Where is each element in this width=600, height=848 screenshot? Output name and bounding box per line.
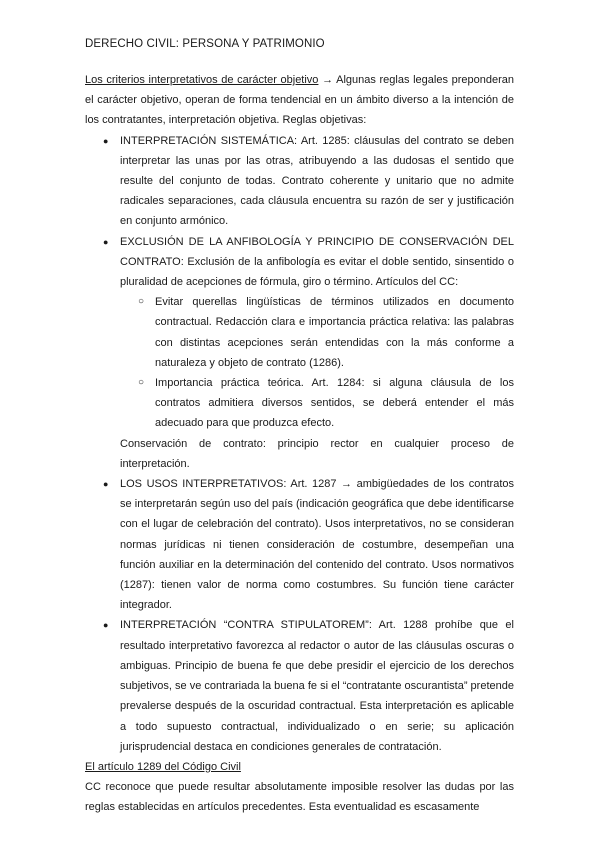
intro-text: → Algunas reglas legales preponderan el carácter objetivo, operan de forma tendencial en un ámbito diverso a la intención de los contratantes, interpretación objetiva. Reglas objetivas: [85,74,514,127]
bullet-icon: ● [103,620,109,631]
sub-list-item-text: Evitar querellas lingüísticas de términos utilizados en documento contractual. Redacción clara e importancia práctica relativa: las palabras con distintas acepciones serán entendidas con la más conforme a naturaleza y objeto de contrato (1286). [155,296,514,369]
list-item-text: EXCLUSIÓN DE LA ANFIBOLOGÍA Y PRINCIPIO DE CONSERVACIÓN DEL CONTRATO: Exclusión de la anfibología es evitar el doble sentido, sinsentido o pluralidad de acepciones de fórmula, giro o término. Artículos del CC: [120,235,514,289]
bullet-icon: ● [103,479,109,490]
list-item-text: LOS USOS INTERPRETATIVOS: Art. 1287 → ambigüedades de los contratos se interpretarán según uso del país (indicación geográfica que debe identificarse con el lugar de celebración del contrato). Usos interpretativos, no se consideran normas jurídicas ni tienen consideración de costumbre, desempeñan una función auxiliar en la determinación del contenido del contrato. Usos normativos (1287): tienen valor de norma como costumbres. Su función tiene carácter integrador. [120,478,514,612]
list-item [85,232,514,293]
bullet-icon: ● [103,236,109,247]
sub-list-item [120,373,514,434]
continuation-text: Conservación de contrato: principio rector en cualquier proceso de interpretación. [120,437,514,470]
sub-list-item-text: Importancia práctica teórica. Art. 1284: si alguna cláusula de los contratos admitiera diversos sentidos, se deberá entender el más adecuado para que produzca efecto. [155,377,514,430]
list-item [85,615,514,756]
intro-paragraph [85,70,514,131]
sub-list-item [120,292,514,373]
list-item-text: INTERPRETACIÓN “CONTRA STIPULATOREM”: Art. 1288 prohíbe que el resultado interpretativo favorezca al redactor o autor de las cláusulas oscuras o ambiguas. Principio de buena fe que debe presidir el ejercicio de los derechos subjetivos, se ve contrariada la buena fe si el “contratante oscurantista” pretende prevalerse después de la oscuridad contractual. Esta interpretación es aplicable a todo supuesto contractual, individualizado o en serie; su aplicación jurisprudencial destaca en condiciones generales de contratación. [120,619,514,753]
document-body [85,70,514,818]
circle-bullet-icon: ○ [138,377,145,389]
list-item [85,474,514,615]
intro-heading: Los criterios interpretativos de carácter objetivo [85,74,319,86]
bullet-icon: ● [103,135,109,146]
section-paragraph: CC reconoce que puede resultar absolutamente imposible resolver las dudas por las reglas establecidas en artículos precedentes. Esta eventualidad es escasamente [85,781,514,814]
list-item [85,131,514,232]
sub-list [85,292,514,433]
circle-bullet-icon: ○ [138,296,145,308]
section-heading [85,757,514,777]
list-item-text: INTERPRETACIÓN SISTEMÁTICA: Art. 1285: cláusulas del contrato se deben interpretar las unas por las otras, atribuyendo a las dudosas el sentido que resulte del conjunto de todas. Contrato coherente y unitario que no admite radicales separaciones, cada cláusula encuentra su razón de ser y justificación en conjunto armónico. [120,134,514,228]
section-heading-text: El artículo 1289 del Código Civil [85,760,241,773]
objective-rules-list-continued [85,474,514,757]
objective-rules-list [85,131,514,293]
page-header: DERECHO CIVIL: PERSONA Y PATRIMONIO [85,38,325,50]
